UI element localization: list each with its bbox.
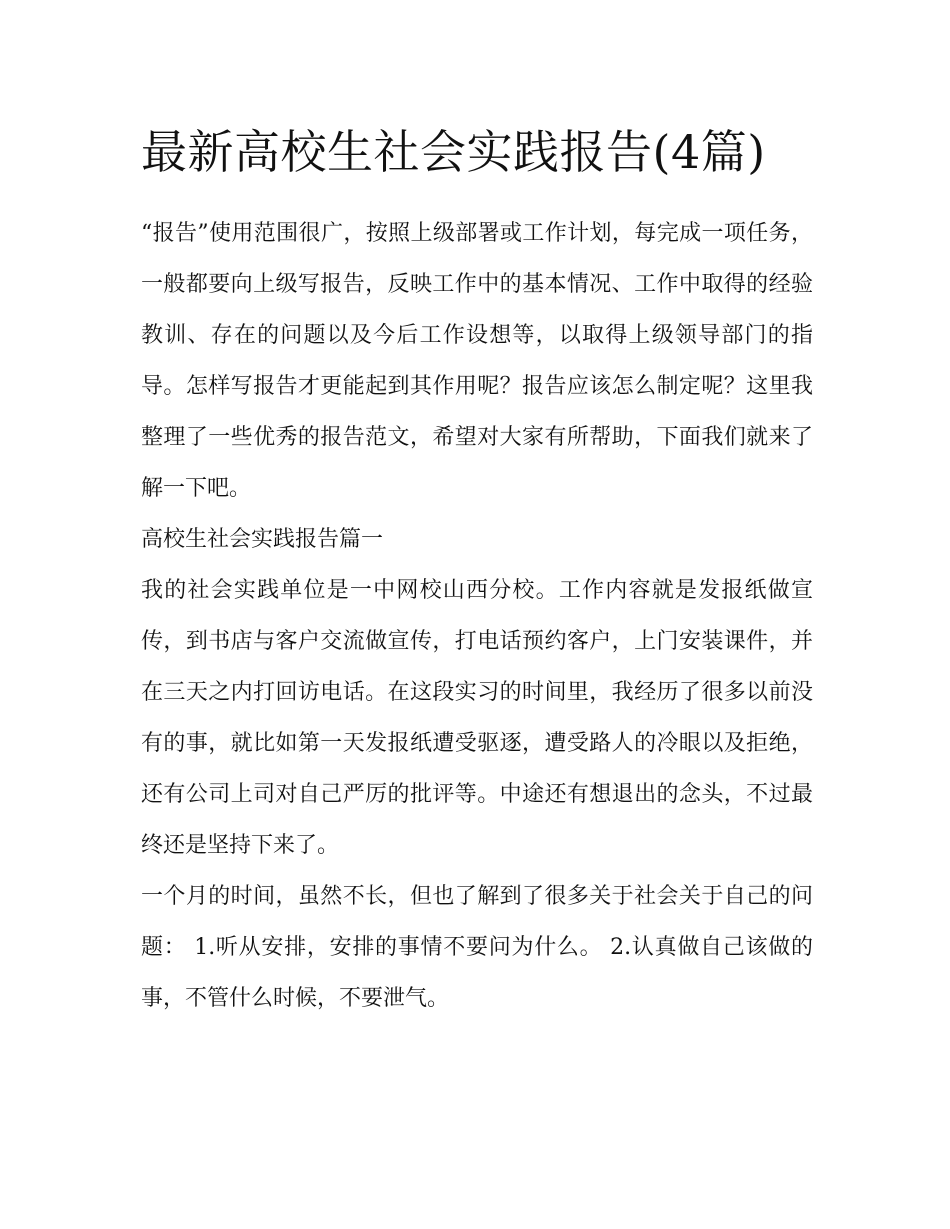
section-heading: 高校生社会实践报告篇一 [141, 527, 384, 552]
body-paragraph-2: 一个月的时间，虽然不长，但也了解到了很多关于社会关于自己的问题： 1.听从安排，安排的事情不要问为什么。 2.认真做自己该做的事，不管什么时候，不要泄气。 [141, 884, 813, 1011]
document-page [141, 112, 813, 1024]
document-title: 最新高校生社会实践报告(4篇) [141, 125, 766, 179]
body-paragraph-1: 我的社会实践单位是一中网校山西分校。工作内容就是发报纸做宣传，到书店与客户交流做宣传，打电话预约客户，上门安装课件，并在三天之内打回访电话。在这段实习的时间里，我经历了很多以前没有的事，就比如第一天发报纸遭受驱逐，遭受路人的冷眼以及拒绝，还有公司上司对自己严厉的批评等。中途还有想退出的念头，不过最终还是坚持下来了。 [141, 578, 813, 858]
intro-paragraph: “报告”使用范围很广，按照上级部署或工作计划，每完成一项任务，一般都要向上级写报告，反映工作中的基本情况、工作中取得的经验教训、存在的问题以及今后工作设想等，以取得上级领导部门的指导。怎样写报告才更能起到其作用呢？报告应该怎么制定呢？这里我整理了一些优秀的报告范文，希望对大家有所帮助，下面我们就来了解一下吧。 [141, 221, 813, 501]
